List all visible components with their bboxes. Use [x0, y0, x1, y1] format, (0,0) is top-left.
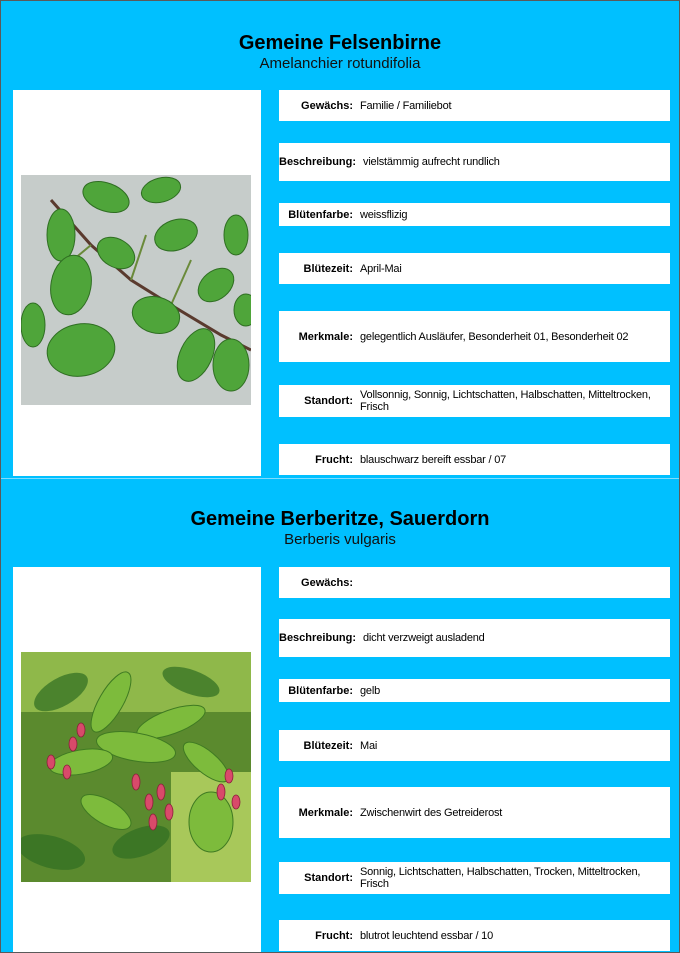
attribute-row-beschreibung	[279, 143, 670, 181]
attribute-row-bluetenfarbe	[279, 203, 670, 226]
attribute-row-beschreibung	[279, 619, 670, 657]
attribute-row-gewaechs	[279, 567, 670, 598]
attribute-value: Familie / Familiebot	[360, 99, 452, 112]
attribute-label: Standort:	[304, 395, 353, 407]
plant-name: Gemeine Berberitze, Sauerdorn	[190, 508, 490, 530]
attribute-value: Mai	[360, 739, 378, 752]
plant-latin-name: Amelanchier rotundifolia	[259, 55, 421, 72]
plant-name: Gemeine Felsenbirne	[238, 32, 442, 54]
attribute-value: Zwischenwirt des Getreiderost	[360, 806, 503, 819]
attribute-value: vielstämmig aufrecht rundlich	[363, 156, 500, 168]
attribute-row-bluetezeit	[279, 253, 670, 284]
attribute-value: Sonnig, Lichtschatten, Halbschatten, Trocken, Mitteltrocken, Frisch	[360, 866, 641, 890]
attribute-row-merkmale	[279, 787, 670, 838]
attribute-label: Standort:	[304, 872, 353, 884]
attribute-label: Gewächs:	[301, 576, 353, 589]
attribute-row-standort	[279, 385, 670, 417]
attribute-label: Blütenfarbe:	[288, 208, 353, 221]
attribute-label: Frucht:	[315, 929, 353, 942]
plant-card	[1, 1, 679, 477]
attribute-label: Merkmale:	[298, 330, 353, 343]
attribute-value: gelegentlich Ausläufer, Besonderheit 01, Besonderheit 02	[360, 330, 629, 343]
attribute-row-frucht	[279, 444, 670, 475]
attribute-row-frucht	[279, 920, 670, 951]
attribute-label: Blütenfarbe:	[288, 684, 353, 697]
attribute-label: Beschreibung:	[279, 632, 357, 644]
attribute-value: weissflizig	[360, 208, 408, 221]
attribute-value: blutrot leuchtend essbar / 10	[360, 929, 494, 942]
attribute-value: April-Mai	[360, 262, 402, 275]
attribute-label: Gewächs:	[301, 99, 353, 112]
attribute-label: Beschreibung:	[279, 156, 357, 168]
amelanchier-branch-photo	[21, 175, 251, 405]
attribute-value: dicht verzweigt ausladend	[363, 632, 485, 644]
attribute-label: Blütezeit:	[303, 262, 353, 275]
attribute-row-bluetezeit	[279, 730, 670, 761]
attribute-row-merkmale	[279, 311, 670, 362]
attribute-value: blauschwarz bereift essbar / 07	[360, 453, 507, 466]
plant-image-panel	[13, 567, 261, 953]
attribute-row-standort	[279, 862, 670, 894]
plant-latin-name: Berberis vulgaris	[284, 531, 396, 548]
attribute-label: Merkmale:	[298, 806, 353, 819]
attribute-row-gewaechs	[279, 90, 670, 121]
plant-card	[1, 478, 679, 953]
attribute-row-bluetenfarbe	[279, 679, 670, 702]
attribute-label: Frucht:	[315, 453, 353, 466]
attribute-value: Vollsonnig, Sonnig, Lichtschatten, Halbschatten, Mitteltrocken, Frisch	[360, 389, 651, 413]
berberis-berries-photo	[21, 652, 251, 882]
attribute-label: Blütezeit:	[303, 739, 353, 752]
attribute-value: gelb	[360, 684, 380, 697]
plant-image-panel	[13, 90, 261, 476]
